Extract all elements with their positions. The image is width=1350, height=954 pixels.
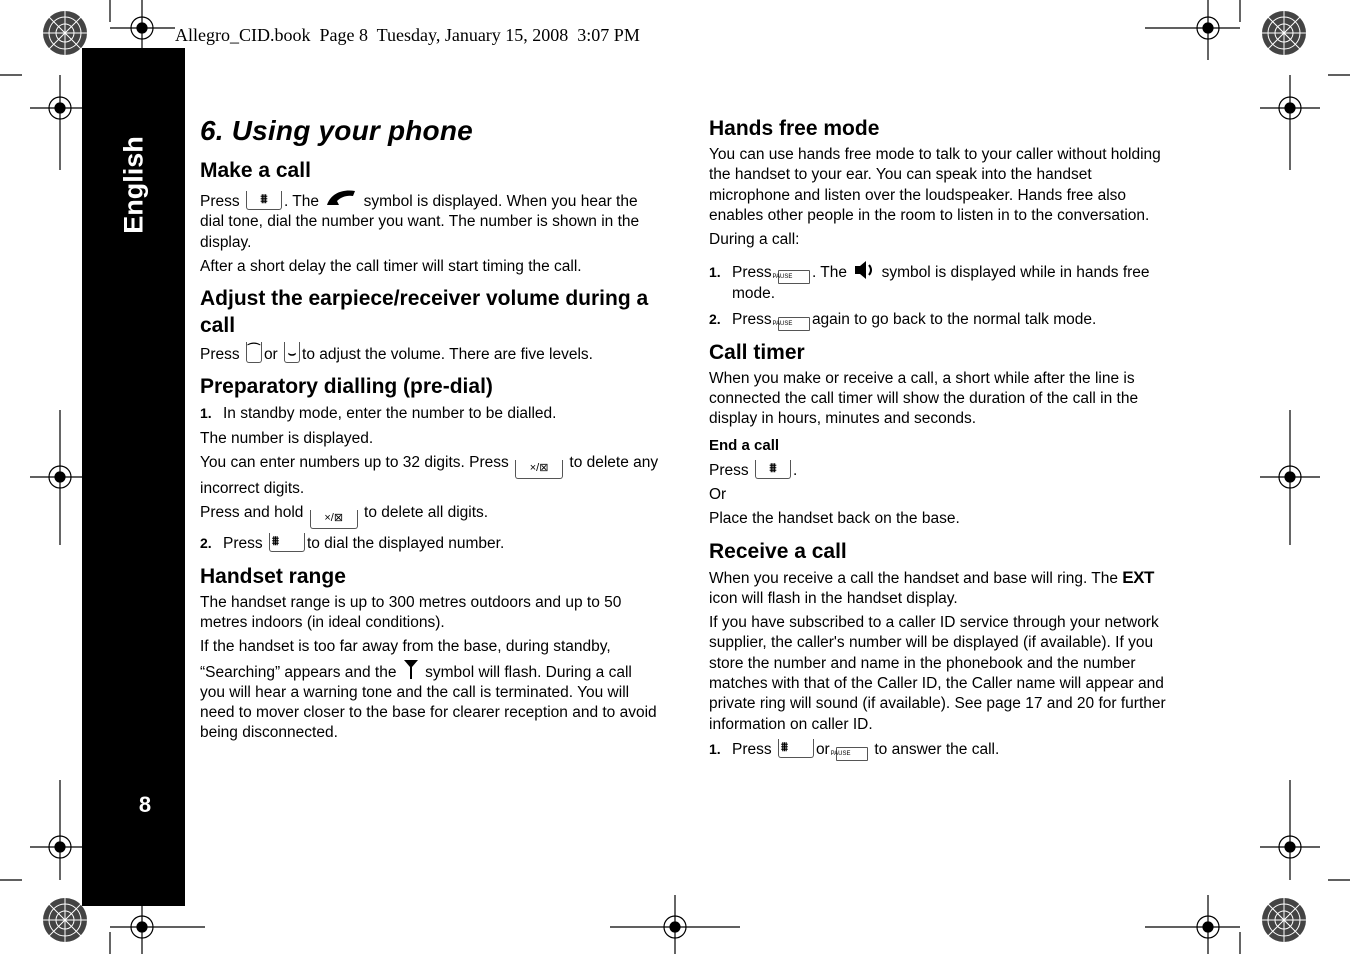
receive-call-heading: Receive a call xyxy=(709,539,847,563)
speaker-icon xyxy=(853,260,875,280)
predial-step-2: 2. Press ⩩ to dial the displayed number. xyxy=(200,533,505,553)
call-key-icon: ⩩ xyxy=(269,533,305,552)
pause-key-icon: PAUSE xyxy=(836,747,868,761)
call-key-icon: ⩩ xyxy=(778,739,814,758)
make-call-heading: Make a call xyxy=(200,159,311,182)
end-call-subheading: End a call xyxy=(709,436,780,454)
page-number: 8 xyxy=(138,792,152,817)
adjust-volume-text: Press ⌒ or ⌣ to adjust the volume. There are five levels. xyxy=(200,342,593,364)
caller-id-text: If you have subscribed to a caller ID service through your network supplier, the caller's number will be displayed (if available). If you store the number and name in the phonebook and the number matches with that of the Caller ID, the Caller name will appear and private ring will sound (if available). See page 17 and 20 for further information on caller ID. xyxy=(709,614,1166,733)
make-call-text: Press ⩩ . The symbol is displayed. When you hear the dial tone, dial the number you want. The number is shown in the display. xyxy=(200,187,660,253)
right-column xyxy=(709,113,1171,765)
chapter-title: 6. Using your phone xyxy=(200,115,473,146)
predial-heading: Preparatory dialling (pre-dial) xyxy=(200,375,493,399)
call-timer-text: When you make or receive a call, a short while after the line is connected the call timer will show the duration of the call in the display in hours, minutes and seconds. xyxy=(709,369,1139,428)
book-header: Allegro_CID.book Page 8 Tuesday, January 15, 2008 3:07 PM xyxy=(175,25,640,45)
pause-key-icon: PAUSE xyxy=(778,270,810,284)
antenna-icon xyxy=(403,658,419,680)
delete-key-icon: ×/⊠ xyxy=(515,460,563,479)
call-key-icon: ⩩ xyxy=(755,460,791,479)
handset-icon xyxy=(325,187,357,209)
make-call-timer-text: After a short delay the call timer will start timing the call. xyxy=(200,257,582,275)
end-call-base-text: Place the handset back on the base. xyxy=(709,510,960,528)
hands-free-text: You can use hands free mode to talk to your caller without holding the handset to your ear. You can speak into the handset microphone and listen over the loudspeaker. Hands free also enables other people in the room to listen in to the conversation. xyxy=(709,146,1161,224)
predial-step-1: 1. In standby mode, enter the number to be dialled. xyxy=(200,405,557,423)
ext-icon: EXT xyxy=(1122,567,1154,587)
receive-call-text: When you receive a call the handset and base will ring. The EXT icon will flash in the handset display. xyxy=(709,567,1154,607)
handset-range-heading: Handset range xyxy=(200,564,346,588)
adjust-volume-heading: Adjust the earpiece/receiver volume during a call xyxy=(200,287,649,338)
hands-free-step-1: 1. Press PAUSE . The symbol is displayed while in hands free mode. xyxy=(709,260,1171,304)
end-call-or-text: Or xyxy=(709,485,727,503)
end-call-text: Press ⩩ . xyxy=(709,459,798,479)
call-key-icon: ⩩ xyxy=(246,191,282,210)
volume-down-key-icon: ⌣ xyxy=(284,342,300,363)
predial-displayed-text: The number is displayed. xyxy=(200,429,374,447)
left-column xyxy=(200,113,660,748)
predial-delete-all-text: Press and hold ×/⊠ to delete all digits. xyxy=(200,503,660,529)
delete-key-icon: ×/⊠ xyxy=(310,510,358,529)
predial-delete-text: You can enter numbers up to 32 digits. Press ×/⊠ to delete any incorrect digits. xyxy=(200,454,659,498)
handset-range-text: The handset range is up to 300 metres outdoors and up to 50 metres indoors (in ideal conditions). xyxy=(200,593,622,631)
handset-range-warning-text: If the handset is too far away from the base, during standby, “Searching” appears and the symbol will flash. During a call you will hear a warning tone and the call is terminated. You will need to mover closer to the base for clearer reception and to avoid being disconnected. xyxy=(200,638,657,742)
sidebar-language-label: English xyxy=(118,136,148,234)
sidebar-language-label-wrap xyxy=(82,130,185,240)
star-target-icon xyxy=(43,11,87,55)
during-call-text: During a call: xyxy=(709,231,800,249)
call-timer-heading: Call timer xyxy=(709,340,805,364)
hands-free-heading: Hands free mode xyxy=(709,117,880,140)
hands-free-step-2: 2. Press PAUSE again to go back to the normal talk mode. xyxy=(709,309,1171,331)
receive-call-step-1: 1. Press ⩩ or PAUSE to answer the call. xyxy=(709,739,1171,761)
pause-key-icon: PAUSE xyxy=(778,317,810,331)
volume-up-key-icon: ⌒ xyxy=(246,342,262,363)
